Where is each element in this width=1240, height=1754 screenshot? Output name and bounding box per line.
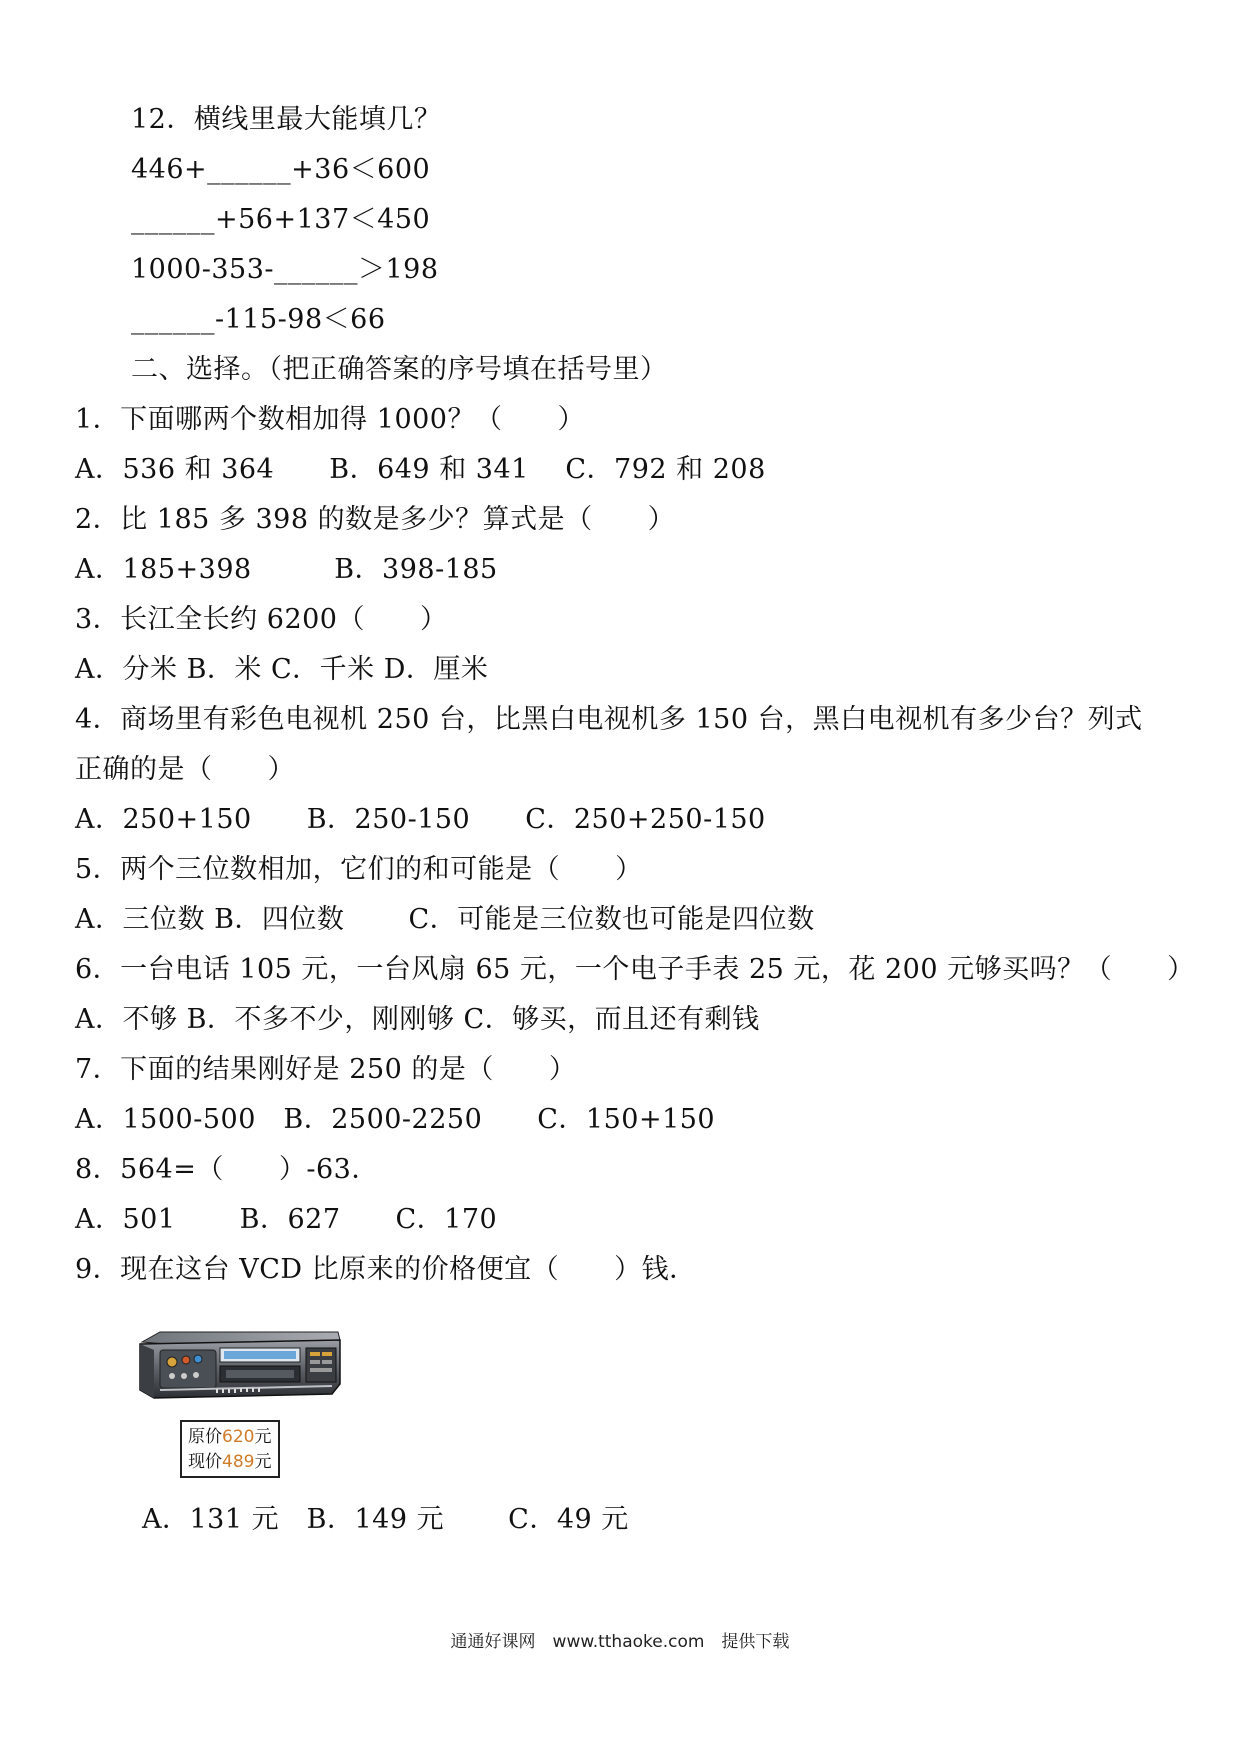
q12-title: 12．横线里最大能填几？	[131, 104, 442, 135]
q2-options: A．185+398 B．398-185	[75, 554, 498, 585]
q8-stem: 8．564=（ ）-63．	[75, 1154, 379, 1185]
current-price-value: 489	[222, 1452, 255, 1472]
original-price-label: 原价	[188, 1427, 222, 1447]
current-price-unit: 元	[254, 1452, 272, 1472]
q1-stem: 1．下面哪两个数相加得 1000？（ ）	[75, 404, 585, 435]
q9-options: A．131 元 B．149 元 C．49 元	[142, 1504, 629, 1535]
q5-stem: 5．两个三位数相加，它们的和可能是（ ）	[75, 854, 643, 885]
vcd-player-image	[136, 1328, 342, 1400]
q4-options: A．250+150 B．250-150 C．250+250-150	[75, 804, 766, 835]
q3-stem: 3．长江全长约 6200（ ）	[75, 604, 448, 635]
q9-stem: 9．现在这台 VCD 比原来的价格便宜（ ）钱．	[75, 1254, 697, 1285]
footer-credit: 通通好课网 www.tthaoke.com 提供下载	[450, 1632, 790, 1652]
q4-stem-cont: 正确的是（ ）	[75, 754, 295, 785]
q4-stem: 4．商场里有彩色电视机 250 台，比黑白电视机多 150 台，黑白电视机有多少台？列式	[75, 704, 1143, 735]
q7-options: A．1500-500 B．2500-2250 C．150+150	[75, 1104, 716, 1135]
original-price	[188, 1425, 272, 1450]
q8-options: A．501 B．627 C．170	[75, 1204, 498, 1235]
q5-options: A．三位数 B．四位数 C．可能是三位数也可能是四位数	[75, 904, 815, 935]
section-heading: 二、选择。（把正确答案的序号填在括号里）	[131, 354, 668, 385]
original-price-unit: 元	[254, 1427, 272, 1447]
q12-line-1: 446+______+36＜600	[131, 154, 431, 185]
q12-line-4: ______-115-98＜66	[131, 304, 386, 335]
q1-options: A．536 和 364 B．649 和 341 C．792 和 208	[75, 454, 766, 485]
q6-options: A．不够 B．不多不少，刚刚够 C．够买，而且还有剩钱	[75, 1004, 760, 1035]
q12-line-2: ______+56+137＜450	[131, 204, 431, 235]
q12-line-3: 1000-353-______＞198	[131, 254, 439, 285]
current-price	[188, 1450, 272, 1475]
q3-options: A．分米 B．米 C．千米 D．厘米	[75, 654, 489, 685]
q2-stem: 2．比 185 多 398 的数是多少？算式是（ ）	[75, 504, 676, 535]
price-tag	[180, 1420, 280, 1478]
current-price-label: 现价	[188, 1452, 222, 1472]
q6-stem: 6．一台电话 105 元，一台风扇 65 元，一个电子手表 25 元，花 200 元够买吗？（ ）	[75, 954, 1195, 985]
q7-stem: 7．下面的结果刚好是 250 的是（ ）	[75, 1054, 577, 1085]
original-price-value: 620	[222, 1427, 255, 1447]
